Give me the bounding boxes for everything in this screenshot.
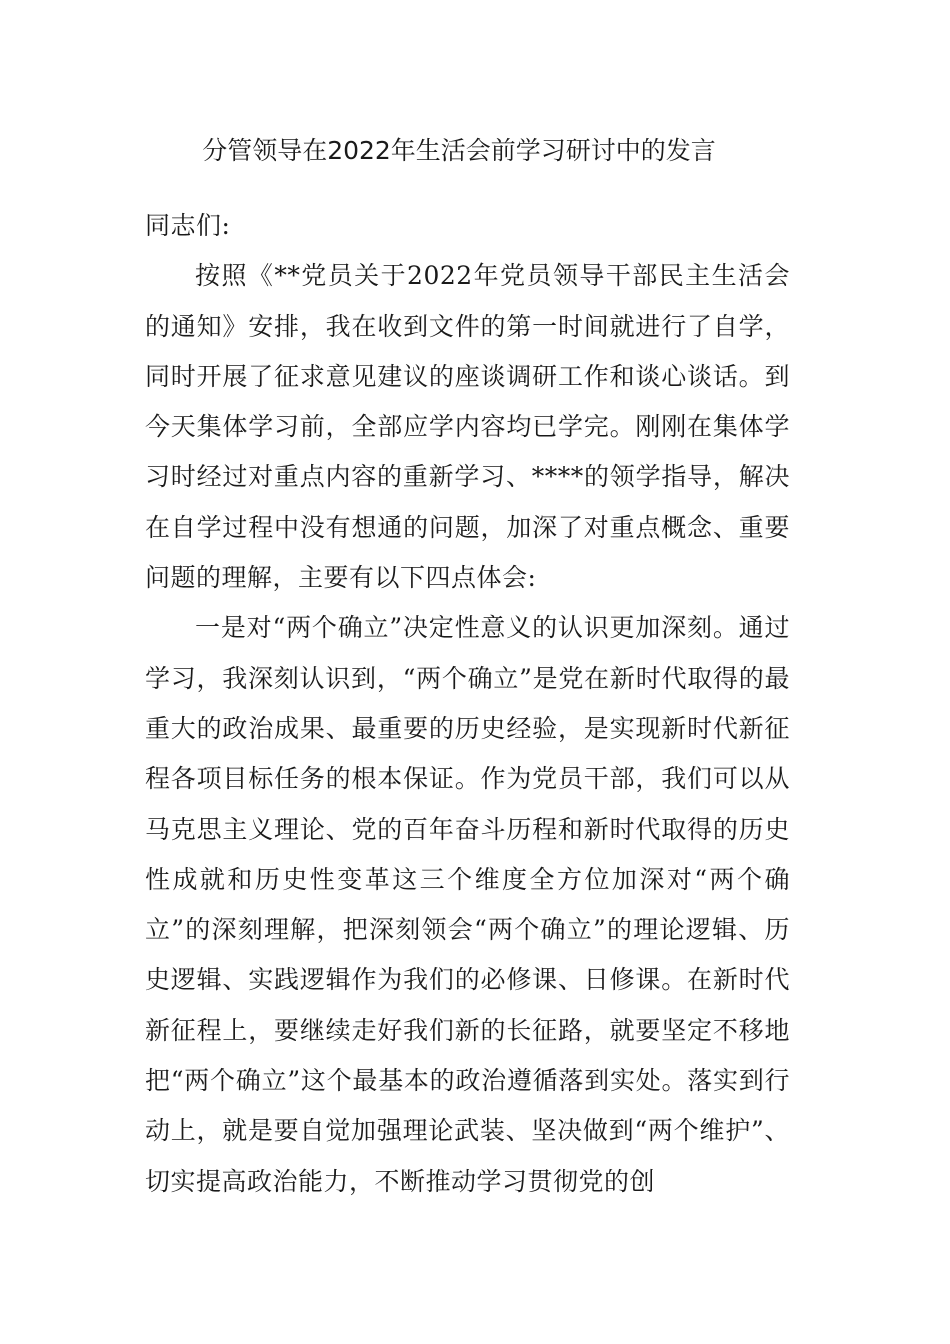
salutation: 同志们: xyxy=(145,211,231,240)
paragraph-point-one: 一是对“两个确立”决定性意义的认识更加深刻。通过学习，我深刻认识到，“两个确立”是党在新时代取得的最重大的政治成果、最重要的历史经验，是实现新时代新征程各项目标任务的根本保证。作为党员干部，我们可以从马克思主义理论、党的百年奋斗历程和新时代取得的历史性成就和历史性变革这三个维度全方位加深对“两个确立”的深刻理解，把深刻领会“两个确立”的理论逻辑、历史逻辑、实践逻辑作为我们的必修课、日修课。在新时代新征程上，要继续走好我们新的长征路，就要坚定不移地把“两个确立”这个最基本的政治遵循落到实处。落实到行动上，就是要自觉加强理论武装、坚决做到“两个维护”、切实提高政治能力，不断推动学习贯彻党的创 xyxy=(145,613,790,1196)
paragraph-intro: 按照《**党员关于2022年党员领导干部民主生活会的通知》安排，我在收到文件的第一时间就进行了自学，同时开展了征求意见建议的座谈调研工作和谈心谈话。到今天集体学习前，全部应学内容均已学完。刚刚在集体学习时经过对重点内容的重新学习、****的领学指导，解决在自学过程中没有想通的问题，加深了对重点概念、重要问题的理解，主要有以下四点体会: xyxy=(145,261,790,593)
document-body xyxy=(145,201,790,1207)
document-title: 分管领导在2022年生活会前学习研讨中的发言 xyxy=(202,136,716,165)
